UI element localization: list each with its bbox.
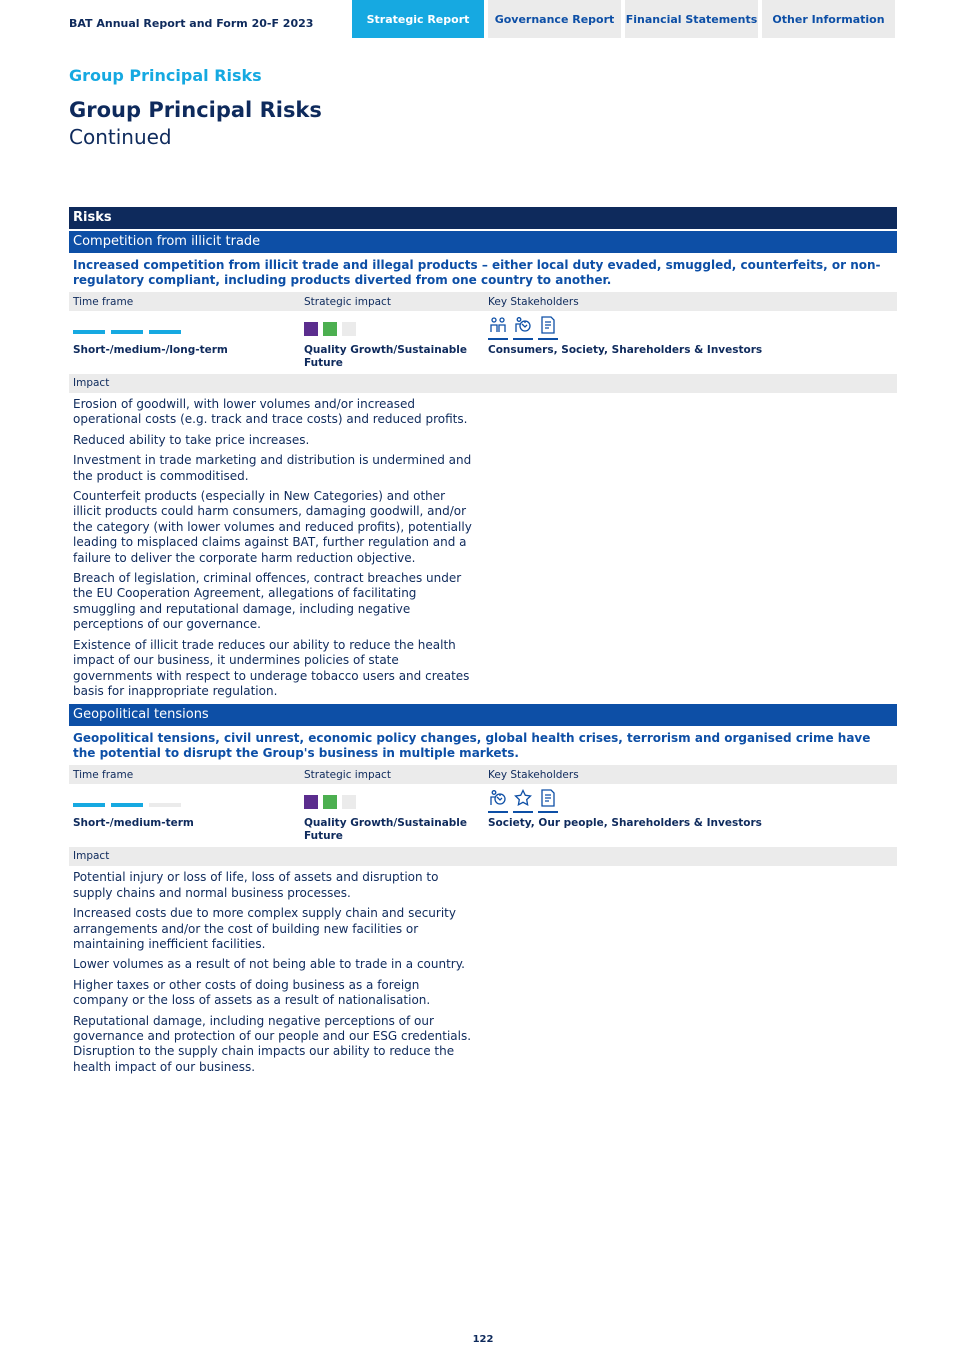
empty-square	[342, 795, 356, 809]
impact-item: Investment in trade marketing and distribution is undermined and the product is commoditised.	[73, 453, 472, 483]
time-frame-bar	[73, 330, 105, 334]
time-frame-bars	[73, 803, 300, 807]
time-frame-value: Short-/medium-/long-term	[73, 344, 228, 356]
time-frame-bar	[149, 803, 181, 807]
visual-row	[69, 311, 897, 344]
risk-block	[69, 704, 897, 1075]
impact-item: Potential injury or loss of life, loss of assets and disruption to supply chains and normal business processes.	[73, 870, 439, 900]
value-row	[69, 817, 897, 847]
nav-tabs	[352, 0, 895, 38]
strategic-impact-label: Strategic impact	[304, 295, 391, 308]
impact-list	[69, 866, 479, 1075]
sustainable-future-square	[323, 322, 337, 336]
time-frame-label: Time frame	[73, 295, 134, 308]
impact-item: Existence of illicit trade reduces our ability to reduce the health impact of our business, it undermines policies of state governments with respect to underage tobacco users and creates basis for inappropriate regulation.	[73, 637, 470, 698]
time-frame-bar	[149, 330, 181, 334]
shareholders-icon	[538, 316, 558, 340]
visual-row	[69, 784, 897, 817]
page-number: 122	[472, 1334, 494, 1345]
impact-item: Reputational damage, including negative perceptions of our governance and protection of our people and our ESG credentials. Disruption to the supply chain impacts our ability to reduce the health impact of our business.	[73, 1013, 472, 1074]
society-icon	[488, 789, 508, 813]
risk-block	[69, 231, 897, 699]
impact-item: Increased costs due to more complex supply chain and security arrangements and/or the cost of building new facilities or maintaining inefficient facilities.	[73, 906, 456, 951]
impact-label: Impact	[69, 374, 897, 393]
stakeholder-icons	[488, 789, 897, 813]
time-frame-label: Time frame	[73, 768, 134, 781]
risks-header: Risks	[69, 207, 897, 229]
section-label: Group Principal Risks	[69, 66, 262, 85]
time-frame-bar	[73, 803, 105, 807]
impact-item: Reduced ability to take price increases.	[73, 432, 310, 447]
risk-title: Geopolitical tensions	[69, 704, 897, 726]
impact-item: Erosion of goodwill, with lower volumes and/or increased operational costs (e.g. track and trace costs) and reduced profits.	[73, 397, 468, 427]
consumers-icon	[488, 316, 508, 340]
stakeholder-icons	[488, 316, 897, 340]
risk-description: Increased competition from illicit trade and illegal products – either local duty evaded, smuggled, counterfeits, or non-regulatory compliant, including products diverted from one country to another.	[73, 258, 881, 287]
risk-description: Geopolitical tensions, civil unrest, economic policy changes, global health crises, terrorism and organised crime have the potential to disrupt the Group's business in multiple markets.	[73, 731, 871, 761]
quality-growth-square	[304, 322, 318, 336]
society-icon	[513, 316, 533, 340]
quality-growth-square	[304, 795, 318, 809]
impact-label: Impact	[69, 847, 897, 866]
page-title: Group Principal Risks	[69, 98, 322, 122]
sustainable-future-square	[323, 795, 337, 809]
tab-other-information[interactable]: Other Information	[762, 0, 895, 38]
strategic-impact-squares	[304, 322, 484, 336]
doc-title: BAT Annual Report and Form 20-F 2023	[69, 17, 314, 30]
risk-table	[69, 207, 897, 1080]
strategic-impact-value: Quality Growth/Sustainable Future	[304, 817, 468, 843]
label-row	[69, 765, 897, 784]
strategic-impact-squares	[304, 795, 484, 809]
impact-item: Counterfeit products (especially in New Categories) and other illicit products could harm consumers, damaging goodwill, and/or the category (with lower volumes and reduced profits), potentially leading to misplaced claims against BAT, further regulation and a failure to deliver the corporate harm reduction objective.	[73, 489, 472, 565]
key-stakeholders-value: Consumers, Society, Shareholders & Investors	[488, 344, 763, 356]
key-stakeholders-label: Key Stakeholders	[488, 295, 579, 308]
impact-item: Higher taxes or other costs of doing business as a foreign company or the loss of assets as a result of nationalisation.	[73, 977, 431, 1008]
label-row	[69, 292, 897, 311]
time-frame-bars	[73, 330, 300, 334]
strategic-impact-label: Strategic impact	[304, 768, 391, 781]
key-stakeholders-value: Society, Our people, Shareholders & Investors	[488, 817, 762, 830]
tab-strategic-report[interactable]: Strategic Report	[352, 0, 484, 38]
page-subtitle: Continued	[69, 125, 172, 149]
time-frame-bar	[111, 330, 143, 334]
strategic-impact-value: Quality Growth/Sustainable Future	[304, 344, 468, 369]
shareholders-icon	[538, 789, 558, 813]
impact-list	[69, 393, 479, 699]
our-people-icon	[513, 789, 533, 813]
risk-title: Competition from illicit trade	[69, 231, 897, 253]
time-frame-bar	[111, 803, 143, 807]
value-row	[69, 344, 897, 374]
impact-item: Breach of legislation, criminal offences, contract breaches under the EU Cooperation Agreement, allegations of facilitating smuggling and reputational damage, including negative perceptions of our governance.	[73, 571, 462, 632]
impact-item: Lower volumes as a result of not being able to trade in a country.	[73, 957, 465, 972]
time-frame-value: Short-/medium-term	[73, 817, 194, 830]
key-stakeholders-label: Key Stakeholders	[488, 768, 579, 781]
tab-financial-statements[interactable]: Financial Statements	[625, 0, 758, 38]
tab-governance-report[interactable]: Governance Report	[488, 0, 621, 38]
empty-square	[342, 322, 356, 336]
